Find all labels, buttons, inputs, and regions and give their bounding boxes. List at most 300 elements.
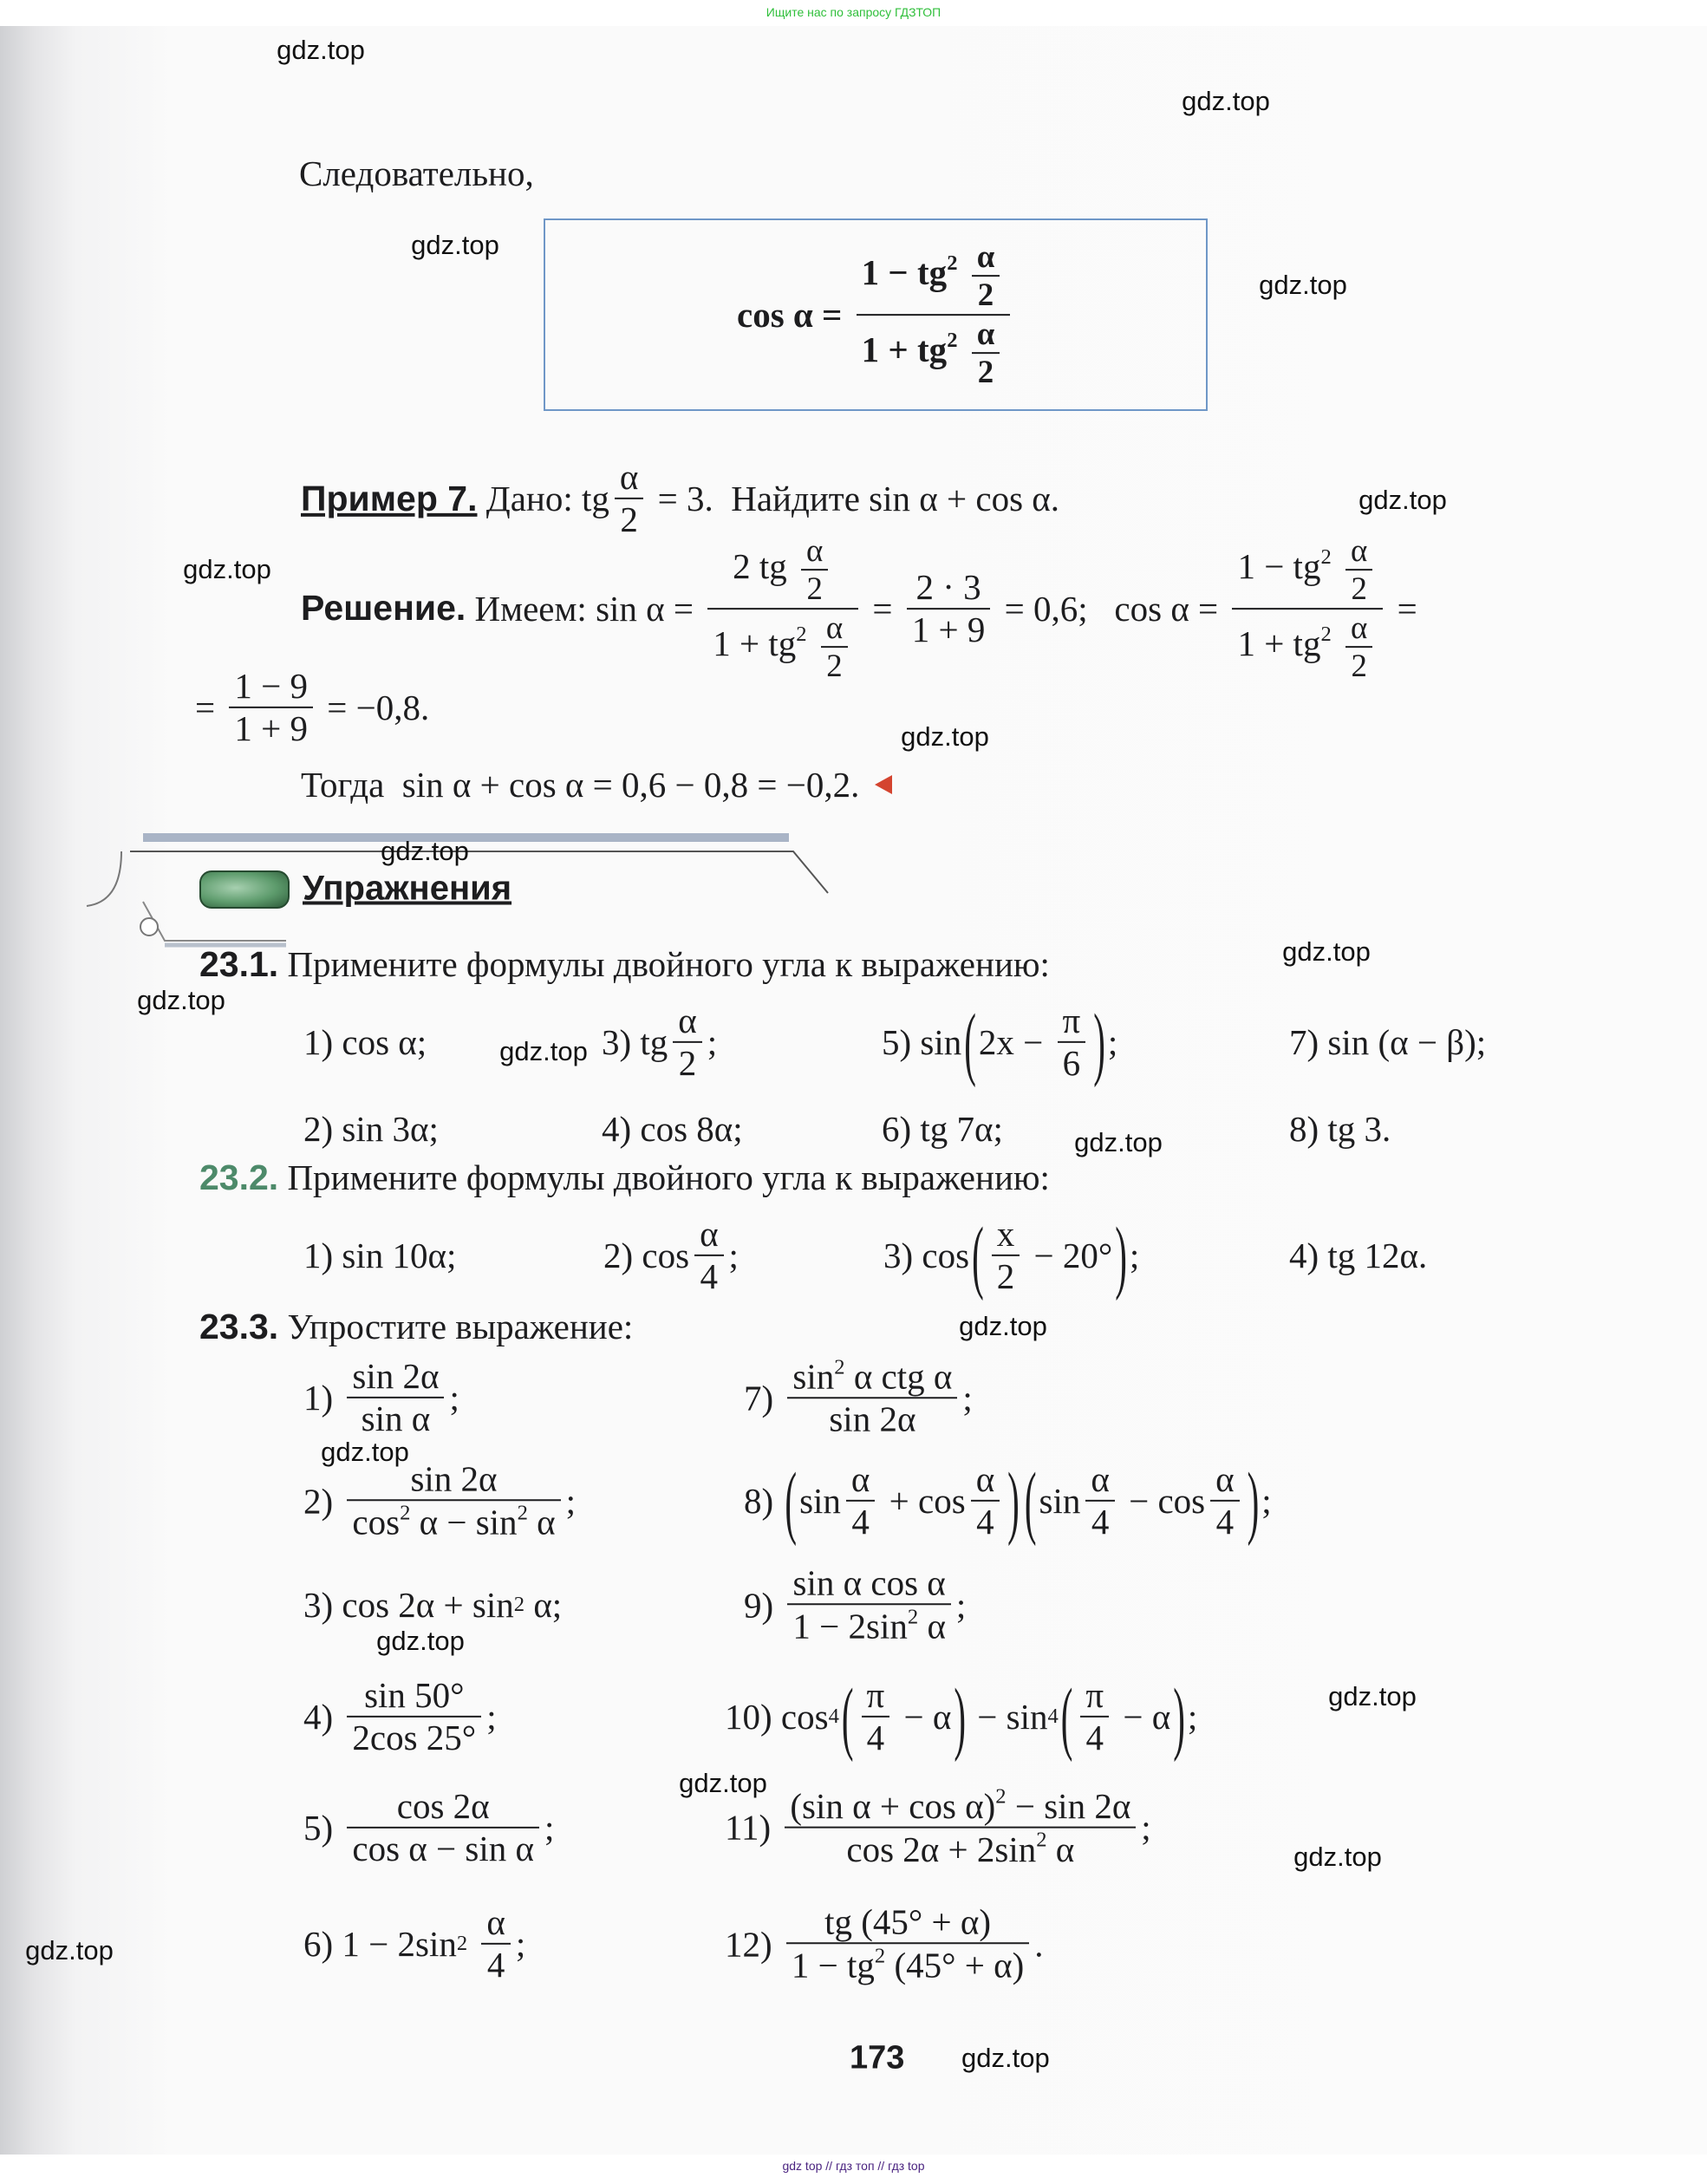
math-text (1332, 623, 1340, 663)
math-text: = (195, 688, 225, 727)
math-text: 5) (303, 1808, 342, 1848)
math-text: α (486, 1901, 505, 1942)
numerator (992, 1214, 1020, 1256)
right-paren: ) (1115, 1209, 1127, 1301)
fraction (1210, 1459, 1239, 1542)
math-text: ; (1129, 1235, 1140, 1275)
fraction (694, 1214, 723, 1297)
math-text: sin 50° (364, 1674, 465, 1715)
math-text: 2 (996, 1256, 1015, 1296)
fraction (1345, 610, 1372, 685)
math-text: cos α − sin α (352, 1829, 534, 1868)
math-text: 7) sin (α − β); (1289, 1022, 1487, 1062)
math-text: α (806, 532, 824, 569)
denominator (786, 1944, 1029, 1985)
example-label: Пример 7. (301, 478, 478, 518)
math-text: 2 (806, 570, 823, 607)
superscript: 2 (796, 622, 807, 646)
watermark: gdz.top (1259, 270, 1347, 300)
watermark: gdz.top (1182, 86, 1270, 116)
exercise-item (303, 1021, 427, 1063)
math-text: α (527, 1502, 556, 1542)
math-text: ; (486, 1697, 497, 1737)
math-text: 6) 1 − 2sin (303, 1924, 457, 1964)
fraction (787, 1562, 951, 1647)
boxed-formula (737, 238, 1015, 391)
math-text: π (1085, 1674, 1104, 1715)
math-text: 4) (303, 1697, 342, 1737)
left-paren: ( (1060, 1671, 1073, 1763)
math-text: (sin α + cos α) (790, 1785, 996, 1826)
fraction (992, 1214, 1020, 1297)
math-text: − α (1114, 1697, 1171, 1737)
numerator (707, 532, 858, 610)
exercise-item (303, 1356, 459, 1439)
math-text: 1 + 9 (911, 610, 986, 649)
numerator (786, 1901, 1029, 1944)
watermark: gdz.top (1282, 936, 1371, 967)
left-paren: ( (972, 1209, 984, 1301)
math-text: α (619, 456, 639, 497)
math-text: ; (955, 1585, 967, 1625)
exercise-item (303, 1235, 456, 1276)
denominator (347, 1501, 560, 1542)
watermark: gdz.top (277, 35, 365, 65)
watermark: gdz.top (959, 1311, 1047, 1341)
fraction (787, 1355, 957, 1440)
math-text: 1 + tg (861, 329, 948, 369)
math-text: 2) (303, 1481, 342, 1521)
intro-text: Следовательно, (299, 153, 534, 193)
math-text: 1 − 9 (234, 665, 308, 706)
math-text: 4) tg 12α. (1289, 1235, 1428, 1275)
exercise-item (744, 1355, 973, 1440)
parenthesized-group (839, 1671, 968, 1763)
denominator (1210, 1502, 1239, 1542)
fraction (971, 1459, 1000, 1542)
numerator (801, 532, 828, 570)
watermark: gdz.top (381, 836, 469, 866)
fraction (673, 1001, 701, 1084)
superscript: 2 (874, 1944, 886, 1968)
math-text: ; (962, 1378, 973, 1418)
exercise-item (882, 1108, 1003, 1150)
fraction (1080, 1675, 1109, 1758)
math-text: sin (1039, 1481, 1081, 1521)
math-text: π (866, 1674, 885, 1715)
math-text: α (1351, 610, 1368, 645)
exercise-item (303, 1458, 576, 1543)
watermark: gdz.top (1358, 485, 1447, 515)
math-text: 1 + tg (713, 623, 797, 663)
denominator (992, 1256, 1020, 1297)
math-text: 11) (725, 1808, 780, 1848)
fraction (347, 1675, 481, 1758)
math-text: 8) (744, 1481, 783, 1521)
numerator (673, 1001, 701, 1043)
superscript: 2 (1036, 1829, 1047, 1852)
numerator (229, 666, 313, 708)
denominator (857, 316, 1011, 391)
exercise-23-2-header (199, 1157, 1050, 1198)
math-text: 2 (678, 1043, 697, 1083)
numerator (1345, 532, 1372, 570)
math-text: 3) cos 2α + sin (303, 1585, 514, 1625)
denominator (907, 610, 991, 650)
math-text: 2 (977, 354, 994, 390)
math-text: + cos (880, 1481, 966, 1521)
math-text: 4 (851, 1502, 870, 1542)
numerator (1210, 1459, 1239, 1502)
math-text: x (996, 1213, 1015, 1254)
left-paren: ( (785, 1455, 798, 1547)
superscript: 2 (947, 328, 958, 352)
math-text: − cos (1119, 1481, 1206, 1521)
math-text: ; (565, 1481, 576, 1521)
superscript: 2 (513, 1593, 525, 1616)
math-text: 3) cos (883, 1235, 970, 1275)
denominator (1080, 1718, 1109, 1758)
fraction (1232, 532, 1383, 685)
exercise-item (303, 1584, 562, 1626)
math-text: ; (1141, 1808, 1151, 1848)
math-text: − α (895, 1697, 952, 1737)
numerator (1085, 1459, 1114, 1502)
math-text: = 0,6; cos α = (995, 589, 1228, 629)
fraction (481, 1902, 510, 1985)
solution-line-1 (301, 532, 1417, 685)
math-text: α (825, 610, 844, 645)
math-text: α (700, 1213, 719, 1254)
numerator (785, 1785, 1136, 1829)
exercise-item (883, 1209, 1140, 1301)
exercise-prompt: Примените формулы двойного угла к выражению: (287, 944, 1050, 984)
math-text: 8) tg 3. (1289, 1109, 1391, 1149)
math-text: cos (352, 1502, 401, 1542)
denominator (846, 1502, 875, 1542)
math-text: sin (792, 1356, 835, 1397)
math-text: = (1388, 589, 1417, 629)
denominator (972, 354, 1000, 390)
math-text: sin 2α (410, 1458, 498, 1499)
watermark: gdz.top (137, 985, 225, 1015)
page-number: 173 (850, 2039, 905, 2076)
exercise-item (303, 1108, 439, 1150)
numerator (972, 238, 1000, 277)
math-text: ; (707, 1022, 718, 1062)
conclusion-formula (301, 764, 859, 805)
fraction (821, 610, 848, 685)
denominator (787, 1605, 951, 1646)
numerator (481, 1902, 510, 1945)
math-text: 4 (976, 1502, 994, 1542)
example-line (301, 457, 1059, 540)
denominator (1085, 1502, 1114, 1542)
math-text (957, 252, 966, 292)
fraction (347, 1786, 539, 1869)
math-text: 3) tg (602, 1022, 668, 1062)
math-text: . (1034, 1924, 1044, 1964)
fraction (972, 238, 1000, 314)
math-text: ; (515, 1924, 526, 1964)
math-text: 1) (303, 1378, 342, 1418)
denominator (347, 1718, 481, 1758)
watermark: gdz.top (1328, 1681, 1417, 1711)
denominator (707, 610, 858, 685)
watermark: gdz.top (25, 1935, 114, 1966)
math-text: 2cos 25° (352, 1718, 477, 1757)
exercise-23-1-header (199, 943, 1050, 985)
watermark: gdz.top (183, 554, 271, 584)
right-paren: ) (954, 1671, 966, 1763)
numerator (787, 1562, 951, 1605)
footer-banner: gdz top // гдз топ // гдз top (782, 2159, 925, 2173)
superscript: 2 (907, 1605, 919, 1629)
math-text: sin α (361, 1398, 431, 1438)
watermark: gdz.top (961, 2043, 1050, 2073)
denominator (229, 708, 313, 749)
denominator (787, 1399, 957, 1440)
math-text: α (678, 1000, 697, 1040)
math-text: 12) (725, 1924, 781, 1964)
exercise-item (744, 1455, 1272, 1547)
math-text: 2 (1351, 648, 1367, 684)
math-text: tg (581, 479, 609, 518)
exercise-23-3-header (199, 1306, 633, 1347)
math-text: sin α = (596, 589, 703, 629)
fraction (615, 457, 643, 540)
math-text: α (1046, 1829, 1075, 1870)
exercise-prompt: Примените формулы двойного угла к выражению: (287, 1157, 1050, 1197)
denominator (971, 1502, 1000, 1542)
numerator (821, 610, 848, 648)
denominator (1058, 1043, 1086, 1084)
denominator (673, 1043, 701, 1084)
math-text: α (976, 238, 995, 275)
math-text: 1 − tg (791, 1945, 875, 1985)
math-text: π (1062, 1000, 1081, 1040)
section-pill-icon (199, 870, 290, 909)
math-text: tg (45° + α) (824, 1901, 992, 1942)
math-text: 2 tg (733, 545, 796, 586)
exercise-number: 23.2. (199, 1157, 279, 1197)
superscript: 4 (828, 1705, 839, 1728)
math-text: α ctg α (844, 1356, 953, 1397)
math-text: = 3. (648, 479, 713, 518)
superscript: 2 (1320, 544, 1332, 569)
fraction (347, 1356, 444, 1439)
left-paren: ( (964, 996, 976, 1088)
math-text: α (975, 1458, 995, 1499)
fraction (785, 1785, 1136, 1871)
denominator (1345, 648, 1372, 684)
numerator (347, 1356, 444, 1398)
exercise-item (1289, 1021, 1486, 1063)
fraction (972, 316, 1000, 391)
numerator (907, 567, 991, 610)
math-text: − 20° (1025, 1235, 1113, 1275)
math-text (957, 329, 966, 369)
given-formula (582, 457, 713, 540)
superscript: 2 (834, 1355, 845, 1379)
math-text: 2 (620, 499, 638, 539)
section-title: Упражнения (303, 869, 512, 908)
left-paren: ( (1024, 1455, 1037, 1547)
numerator (1232, 532, 1383, 610)
solution-line-2 (195, 666, 429, 749)
math-text: α (1351, 532, 1368, 569)
exercise-item (602, 1108, 743, 1150)
math-text: 4 (1085, 1718, 1104, 1757)
exercise-number: 23.3. (199, 1306, 279, 1346)
task-text: Найдите sin α + cos α. (731, 479, 1059, 518)
fraction (707, 532, 858, 685)
math-text: ; (544, 1808, 555, 1848)
math-text: 1 − tg (861, 251, 948, 292)
math-text: 7) (744, 1378, 783, 1418)
solution-formula-1 (596, 532, 1417, 685)
math-text: 4 (1091, 1502, 1110, 1542)
numerator (846, 1459, 875, 1502)
superscript: 2 (517, 1501, 528, 1525)
solution-line-3 (301, 764, 892, 805)
math-text: = (863, 589, 902, 629)
math-text: 1) cos α; (303, 1022, 427, 1062)
fraction (801, 532, 828, 608)
watermark: gdz.top (1074, 1127, 1163, 1157)
parenthesized-group (1059, 1671, 1188, 1763)
fraction (1058, 1001, 1086, 1084)
exercise-item (1289, 1108, 1391, 1150)
math-text: 2 · 3 (915, 566, 981, 607)
numerator (615, 457, 643, 499)
parenthesized-group (961, 996, 1108, 1088)
denominator (972, 277, 1000, 314)
exercise-number: 23.1. (199, 943, 279, 984)
math-text: 5) sin (882, 1022, 962, 1062)
fraction (786, 1901, 1029, 1986)
math-text: sin 2α (829, 1398, 916, 1439)
left-paren: ( (841, 1671, 854, 1763)
denominator (1345, 571, 1372, 608)
numerator (1058, 1001, 1086, 1043)
math-text: ; (1261, 1481, 1272, 1521)
denominator (801, 571, 828, 608)
math-text: 2x − (978, 1022, 1052, 1062)
exercise-item (725, 1901, 1044, 1986)
denominator (347, 1829, 539, 1869)
exercise-item (303, 1675, 497, 1758)
parenthesized-group (969, 1209, 1130, 1301)
denominator (347, 1398, 444, 1439)
math-text: cos 2α + 2sin (846, 1829, 1037, 1870)
math-text: 4 (486, 1945, 505, 1985)
math-text: − sin 2α (1006, 1785, 1131, 1826)
math-text: cos 2α (396, 1785, 490, 1826)
exercise-item (602, 1001, 717, 1084)
numerator (1080, 1675, 1109, 1718)
math-text: 1 − tg (1237, 545, 1321, 586)
watermark: gdz.top (411, 230, 499, 260)
math-text: 1 + tg (1237, 623, 1321, 663)
watermark: gdz.top (321, 1437, 409, 1467)
exercise-item (725, 1785, 1151, 1871)
math-text: 2) sin 3α; (303, 1109, 439, 1149)
right-paren: ) (1093, 996, 1105, 1088)
math-text: ; (1187, 1697, 1198, 1737)
exercise-prompt: Упростите выражение: (287, 1307, 634, 1346)
math-text: α; (524, 1585, 563, 1625)
solution-label: Решение. (301, 588, 466, 629)
math-text (1332, 546, 1340, 586)
math-text: 2 (977, 277, 994, 313)
exercise-item (1289, 1235, 1427, 1276)
denominator (1232, 610, 1383, 685)
math-text: = −0,8. (318, 688, 430, 727)
superscript: 2 (947, 251, 958, 275)
top-banner: Ищите нас по запросу ГДЗТОП (766, 5, 941, 19)
math-text: sin α cos α (792, 1562, 946, 1603)
math-text: 2 (826, 648, 843, 684)
numerator (857, 238, 1011, 316)
math-text: α (850, 1458, 870, 1499)
math-text: 1) sin 10α; (303, 1235, 457, 1275)
superscript: 2 (456, 1932, 468, 1955)
exercise-item (744, 1562, 966, 1647)
math-text: 10) cos (725, 1697, 829, 1737)
math-text: α (918, 1606, 946, 1646)
math-text (467, 1923, 476, 1965)
math-text: 1 + 9 (234, 708, 308, 748)
fraction (907, 567, 991, 650)
math-text: cos α = (737, 295, 851, 335)
fraction (857, 238, 1011, 391)
right-paren: ) (1173, 1671, 1185, 1763)
math-text: 9) (744, 1585, 783, 1625)
given-label: Дано: (485, 479, 573, 518)
watermark: gdz.top (499, 1036, 588, 1066)
denominator (481, 1945, 510, 1985)
denominator (821, 648, 848, 684)
math-text: (45° + α) (885, 1945, 1025, 1985)
parenthesized-group (1022, 1455, 1261, 1547)
numerator (971, 1459, 1000, 1502)
fraction (1345, 532, 1372, 608)
numerator (862, 1675, 890, 1718)
math-text: 4 (866, 1718, 885, 1757)
numerator (347, 1675, 481, 1718)
right-paren: ) (1007, 1455, 1020, 1547)
end-of-solution-marker-icon (875, 775, 892, 794)
denominator (785, 1829, 1136, 1870)
denominator (862, 1718, 890, 1758)
math-text: α − sin (410, 1502, 518, 1542)
numerator (694, 1214, 723, 1256)
math-text: 1 − 2sin (792, 1606, 908, 1646)
denominator (694, 1256, 723, 1297)
right-paren: ) (1247, 1455, 1260, 1547)
exercise-item (603, 1214, 739, 1297)
exercise-item (303, 1902, 525, 1985)
numerator (972, 316, 1000, 354)
math-text: 6 (1062, 1043, 1081, 1083)
math-text: − sin (968, 1697, 1048, 1737)
math-text: sin 2α (352, 1355, 440, 1396)
math-text: 4) cos 8α; (602, 1109, 743, 1149)
numerator (347, 1786, 539, 1829)
watermark: gdz.top (376, 1626, 465, 1656)
watermark: gdz.top (901, 721, 989, 752)
